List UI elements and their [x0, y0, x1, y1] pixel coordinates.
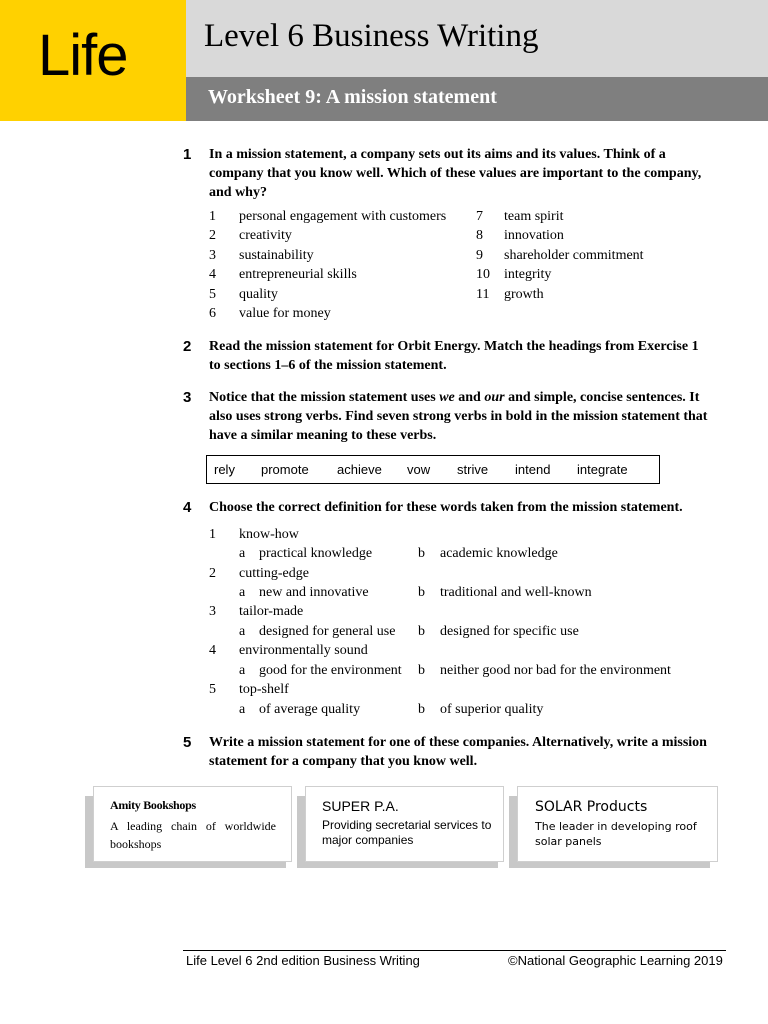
q2-instructions: Read the mission statement for Orbit Energy. Match the headings from Exercise 1 to sections 1–6 of the mission statement.	[209, 339, 699, 373]
verb-word: promote	[261, 462, 309, 477]
q1-item-text: growth	[504, 287, 544, 302]
q1-item-num: 7	[476, 209, 483, 224]
q1-item-num: 11	[476, 287, 490, 302]
footer-divider	[183, 950, 726, 951]
verb-word: strive	[457, 462, 489, 477]
q4-item-num: 3	[209, 604, 216, 619]
q1-item-text: integrity	[504, 267, 552, 282]
q1-instructions: In a mission statement, a company sets out its aims and its values. Think of a company that you know well. Which of these values are important to the company, and why?	[209, 147, 702, 200]
option-b-label: b	[418, 663, 425, 678]
q3-text-part: and simple, concise sentences. It also uses strong verbs. Find seven strong verbs in bold in the mission statement that have a similar meaning to these verbs.	[209, 390, 708, 443]
q1-item-text: personal engagement with customers	[239, 209, 447, 224]
option-a-text: good for the environment	[259, 663, 402, 678]
option-a-text: designed for general use	[259, 624, 396, 639]
q4-number: 4	[183, 499, 192, 516]
verb-box	[206, 455, 660, 484]
life-logo	[0, 0, 186, 121]
footer-copyright: ©National Geographic Learning 2019	[508, 953, 723, 968]
company-card-amity	[93, 786, 292, 862]
q3-text-part: and	[454, 390, 485, 405]
q4-item-num: 1	[209, 527, 216, 542]
option-a-text: practical knowledge	[259, 546, 373, 561]
q1-item-num: 4	[209, 267, 216, 282]
q1-item-text: team spirit	[504, 209, 564, 224]
option-a-label: a	[239, 663, 246, 678]
q1-item-text: creativity	[239, 228, 292, 243]
q1-item-text: quality	[239, 287, 278, 302]
option-a-text: new and innovative	[259, 585, 369, 600]
option-b-text: traditional and well-known	[440, 585, 592, 600]
company-name: Amity Bookshops	[110, 798, 196, 812]
verb-word: integrate	[577, 462, 628, 477]
verb-word: achieve	[337, 462, 382, 477]
worksheet-title: Worksheet 9: A mission statement	[208, 86, 497, 108]
q5-instructions: Write a mission statement for one of these companies. Alternatively, write a mission statement for a company that you know well.	[209, 735, 707, 769]
company-card-superpa	[305, 786, 504, 862]
q1-item-num: 9	[476, 248, 483, 263]
option-b-label: b	[418, 702, 425, 717]
q1-item-num: 6	[209, 306, 216, 321]
option-a-label: a	[239, 624, 246, 639]
option-b-text: academic knowledge	[440, 546, 558, 561]
option-a-text: of average quality	[259, 702, 361, 717]
q4-item-word: environmentally sound	[239, 643, 368, 658]
option-b-label: b	[418, 585, 425, 600]
q4-item-word: top-shelf	[239, 682, 289, 697]
q1-item-num: 8	[476, 228, 483, 243]
footer-title: Life Level 6 2nd edition Business Writing	[186, 953, 420, 968]
q3-instructions	[209, 388, 709, 445]
q3-text-part: Notice that the mission statement uses	[209, 390, 440, 405]
option-b-text: neither good nor bad for the environment	[440, 663, 671, 678]
q3-emphasis: we	[439, 390, 455, 405]
option-a-label: a	[239, 546, 246, 561]
q2-number: 2	[183, 338, 192, 355]
q1-item-text: innovation	[504, 228, 564, 243]
q4-instructions: Choose the correct definition for these words taken from the mission statement.	[209, 500, 683, 515]
company-description: Providing secretarial services to major companies	[322, 818, 492, 847]
q4-item-word: tailor-made	[239, 604, 304, 619]
company-description: The leader in developing roof solar panels	[535, 820, 697, 848]
logo-text: Life	[38, 23, 128, 88]
q1-number: 1	[183, 146, 192, 163]
option-b-text: of superior quality	[440, 702, 544, 717]
header-subtitle-bar	[186, 77, 768, 121]
q4-item-num: 2	[209, 566, 216, 581]
company-name: SOLAR Products	[535, 799, 648, 815]
verb-word: vow	[407, 462, 431, 477]
option-b-text: designed for specific use	[440, 624, 579, 639]
q1-item-num: 1	[209, 209, 216, 224]
option-a-label: a	[239, 585, 246, 600]
q1-item-num: 3	[209, 248, 216, 263]
q1-item-text: value for money	[239, 306, 331, 321]
q3-number: 3	[183, 389, 192, 406]
q1-item-num: 5	[209, 287, 216, 302]
verb-word: intend	[515, 462, 551, 477]
q1-item-text: entrepreneurial skills	[239, 267, 357, 282]
q4-item-word: know-how	[239, 527, 299, 542]
q1-item-text: sustainability	[239, 248, 314, 263]
q4-item-word: cutting-edge	[239, 566, 309, 581]
option-b-label: b	[418, 624, 425, 639]
company-card-solar	[517, 786, 718, 862]
option-a-label: a	[239, 702, 246, 717]
q1-item-num: 10	[476, 267, 490, 282]
company-description: A leading chain of worldwide bookshops	[110, 819, 276, 851]
page-title: Level 6 Business Writing	[204, 18, 539, 54]
q1-item-num: 2	[209, 228, 216, 243]
option-b-label: b	[418, 546, 425, 561]
q4-item-num: 4	[209, 643, 216, 658]
header-title-bar	[186, 0, 768, 77]
q5-number: 5	[183, 734, 192, 751]
verb-word: rely	[214, 462, 235, 477]
q1-item-text: shareholder commitment	[504, 248, 644, 263]
q3-emphasis: our	[484, 390, 505, 405]
q4-item-num: 5	[209, 682, 216, 697]
company-name: SUPER P.A.	[322, 798, 399, 814]
